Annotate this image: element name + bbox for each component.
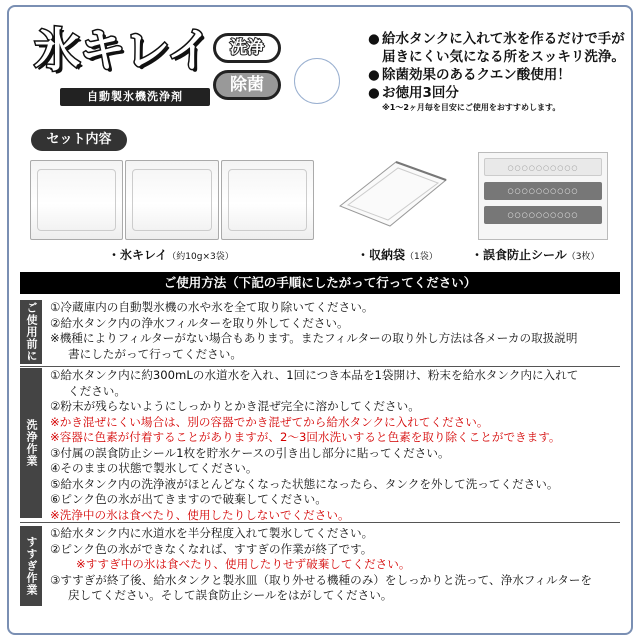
warning-line: ※すすぎ中の氷は食べたり、使用したりせず破棄してください。 bbox=[76, 557, 411, 571]
packet-icon bbox=[221, 160, 314, 240]
instruction-line: ②給水タンク内の浄水フィルターを取り外してください。 bbox=[50, 315, 349, 330]
section-body bbox=[50, 526, 618, 604]
feature-list bbox=[368, 30, 630, 114]
badge-wash: 洗浄 bbox=[213, 33, 281, 63]
instruction-line: ①冷蔵庫内の自動製氷機の水や氷を全て取り除いてください。 bbox=[50, 300, 374, 314]
instruction-line: 戻してください。そして誤食防止シールをはがしてください。 bbox=[68, 588, 393, 602]
feature-item: ● 給水タンクに入れて氷を作るだけで手が届きにくい気になる所をスッキリ洗浄。 bbox=[368, 31, 625, 65]
instruction-line: ⑥ピンク色の氷が出てきますので破棄してください。 bbox=[50, 492, 327, 506]
storage-bag-image bbox=[338, 158, 448, 228]
packet-icon bbox=[125, 160, 218, 240]
feature-item: ● お徳用3回分 bbox=[368, 85, 459, 101]
set-item-caption: ・誤食防止シール（3枚） bbox=[471, 248, 600, 262]
section-label: 洗浄作業 bbox=[20, 368, 42, 518]
feature-note: ※1～2ヶ月毎を目安にご使用をおすすめします。 bbox=[382, 103, 561, 112]
warning-line: ※洗浄中の氷は食べたり、使用したりしないでください。 bbox=[50, 507, 350, 522]
section-body bbox=[50, 368, 618, 523]
section-before-use bbox=[20, 300, 620, 364]
section-rinse bbox=[20, 526, 620, 606]
warning-seal-sheet-image bbox=[478, 152, 608, 240]
instruction-line: 書にしたがって行ってください。 bbox=[68, 346, 242, 361]
packet-icon bbox=[30, 160, 123, 240]
divider bbox=[20, 366, 620, 367]
set-contents-label: セット内容 bbox=[31, 129, 127, 151]
product-logo bbox=[28, 22, 218, 82]
section-label: すすぎ作業 bbox=[20, 526, 42, 606]
instruction-line: ①給水タンク内に水道水を半分程度入れて製氷してください。 bbox=[50, 526, 374, 540]
instruction-line: ④そのままの状態で製氷してください。 bbox=[50, 461, 258, 475]
seal-item: ○○○○○○○○○○ bbox=[484, 206, 602, 224]
seal-item: ○○○○○○○○○○ bbox=[484, 158, 602, 176]
instruction-line: ②ピンク色の氷ができなくなれば、すすぎの作業が終了です。 bbox=[50, 541, 373, 556]
instruction-line: ③すすぎが終了後、給水タンクと製氷皿（取り外せる機種のみ）をしっかりと洗って、浄水フィルターを bbox=[50, 572, 592, 587]
instruction-line: ⑤給水タンク内の洗浄液がほとんどなくなった状態になったら、タンクを外して洗ってください。 bbox=[50, 476, 559, 491]
section-body bbox=[50, 300, 618, 362]
usage-title: ご使用方法（下記の手順にしたがって行ってください） bbox=[20, 272, 620, 294]
set-item-caption: ・収納袋（1袋） bbox=[357, 248, 438, 262]
product-name: 氷キレイ bbox=[34, 23, 212, 77]
seal-item: ○○○○○○○○○○ bbox=[484, 182, 602, 200]
instruction-line: ※機種によりフィルターがない場合もあります。またフィルターの取り外し方法は各メーカの取扱説明 bbox=[50, 331, 578, 345]
divider bbox=[20, 522, 620, 523]
instruction-line: ③付属の誤食防止シール1枚を貯氷ケースの引き出し部分に貼ってください。 bbox=[50, 445, 450, 460]
instruction-line: ①給水タンク内に約300mLの水道水を入れ、1回につき本品を1袋開け、粉末を給水タンク内に入れて bbox=[50, 368, 579, 382]
warning-line: ※かき混ぜにくい場合は、別の容器でかき混ぜてから給水タンクに入れてください。 bbox=[50, 414, 489, 429]
powder-packets-image bbox=[30, 160, 316, 240]
product-subtitle: 自動製氷機洗浄剤 bbox=[60, 88, 210, 106]
set-item-caption: ・氷キレイ（約10g×3袋） bbox=[108, 248, 234, 262]
feature-item: ● 除菌効果のあるクエン酸使用！ bbox=[368, 67, 571, 83]
warning-line: ※容器に色素が付着することがありますが、2～3回水洗いすると色素を取り除くことができます。 bbox=[50, 430, 561, 444]
section-cleaning bbox=[20, 368, 620, 522]
instruction-line: ください。 bbox=[68, 383, 126, 398]
instruction-line: ②粉末が残らないようにしっかりとかき混ぜ完全に溶かしてください。 bbox=[50, 399, 420, 413]
section-label: ご使用前に bbox=[20, 300, 42, 364]
circle-mark-icon bbox=[294, 58, 340, 104]
badge-sterilize: 除菌 bbox=[213, 70, 281, 100]
